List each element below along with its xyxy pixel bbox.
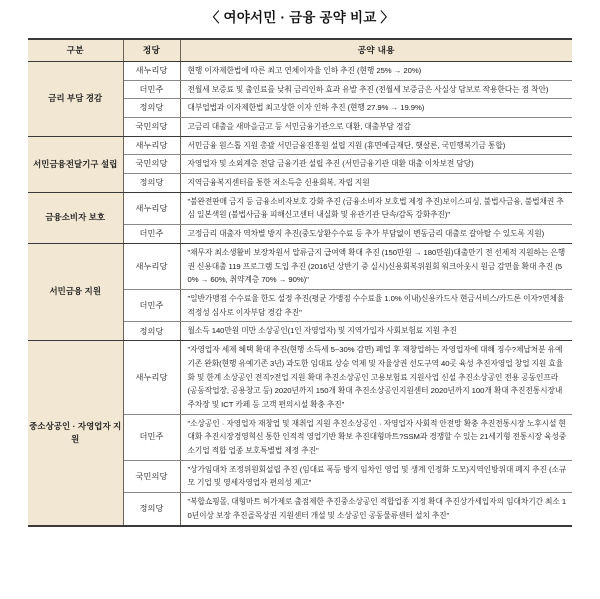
pledge-content-cell: "상가임대차 조정위원회설립 추진 (임대료 폭등 방지 임차인 영업 및 생계 인정화 도모)지역인방위대 폐지 추진 (소규모 기업 및 영세자영업자 편의성 제고" (180, 460, 572, 492)
party-cell: 더민주 (123, 225, 180, 244)
party-cell: 새누리당 (123, 243, 180, 289)
pledge-content-cell: 자영업자 및 소외계층 전담 금융기관 설립 추진 (서민금융기관 대환 대출 이차보전 담당) (180, 155, 572, 174)
table-row (28, 192, 572, 224)
comparison-table-container (28, 38, 572, 527)
party-cell: 국민의당 (123, 460, 180, 492)
party-cell: 더민주 (123, 289, 180, 321)
table-row (28, 341, 572, 415)
party-cell: 새누리당 (123, 192, 180, 224)
party-cell: 새누리당 (123, 341, 180, 415)
table-header-row (28, 39, 572, 62)
table-row (28, 136, 572, 155)
party-cell: 새누리당 (123, 136, 180, 155)
party-cell: 정의당 (123, 99, 180, 118)
pledge-content-cell: 대부업법과 이자제한법 최고상한 이자 인하 추진 (현행 27.9% → 19.9%) (180, 99, 572, 118)
page-title: 〈 여야서민 · 금융 공약 비교 〉 (205, 10, 395, 25)
table-body (28, 61, 572, 525)
column-header-category: 구분 (28, 39, 123, 62)
pledge-content-cell: 현행 이자제한법에 따른 최고 연체이자율 인하 추진 (현행 25% → 20%) (180, 61, 572, 80)
party-cell: 국민의당 (123, 155, 180, 174)
party-cell: 정의당 (123, 322, 180, 341)
pledge-content-cell: 지역금융복지센터를 통한 저소득층 신용회복, 자립 지원 (180, 174, 572, 193)
category-cell: 서민금융 지원 (28, 243, 123, 340)
policy-comparison-table (28, 38, 572, 527)
pledge-content-cell: 고금리 대출을 새마을금고 등 서민금융기관으로 대환, 대출부담 경감 (180, 117, 572, 136)
category-cell: 중소상공인 · 자영업자 지원 (28, 341, 123, 526)
pledge-content-cell: 고정금리 대출자 역차별 방지 추진(중도상환수수료 등 추가 부담없이 변동금리 대출로 갈아탈 수 있도록 지원) (180, 225, 572, 244)
party-cell: 더민주 (123, 80, 180, 99)
party-cell: 새누리당 (123, 61, 180, 80)
party-cell: 더민주 (123, 414, 180, 460)
party-cell: 정의당 (123, 493, 180, 526)
column-header-content: 공약 내용 (180, 39, 572, 62)
pledge-content-cell: "소상공인 · 자영업자 재창업 및 재취업 지원 추진소상공인 · 자영업자 사회적 안전망 확충 추진전통시장 노후시설 현대화 추진시장경영혁신 통한 인적적 영업기반 확보 추진대형마트?SSM과 경쟁할 수 있는 21세기형 전통시장 육성중소기업 적합 업종 보호특별법 제정 추진" (180, 414, 572, 460)
table-row (28, 243, 572, 289)
table-row (28, 61, 572, 80)
pledge-content-cell: 서민금융 원스톱 지원 총괄 서민금융진흥원 설립 지원 (휴면예금재단, 햇살론, 국민행복기금 통합) (180, 136, 572, 155)
pledge-content-cell: 월소득 140만원 미만 소상공인(1인 자영업자) 및 지역가입자 사회보험료 지원 추진 (180, 322, 572, 341)
category-cell: 서민금융전달기구 설립 (28, 136, 123, 192)
pledge-content-cell: "불완전판매 금지 등 금융소비자보호 강화 추진 (금융소비자 보호법 제정 추진)보이스피싱, 불법사금융, 불법채권 추심 일본색원 (불법사금융 피해신고센터 내실화 및 유관기관 단속/감독 강화추진)" (180, 192, 572, 224)
pledge-content-cell: "채무자 최소생활비 보장차원서 압류금지 급여액 확대 추진 (150만원 → 180만원)대출만기 전 선제적 지원하는 은행권 신용대출 119 프로그램 도입 추진 (2016년 상반기 중 실시)신용회복위원회 워크아웃시 원금 감면율 확대 추진 (50% → 60%, 취약계층 70% → 90%)" (180, 243, 572, 289)
category-cell: 금융소비자 보호 (28, 192, 123, 243)
party-cell: 국민의당 (123, 117, 180, 136)
column-header-party: 정당 (123, 39, 180, 62)
table-header (28, 39, 572, 62)
pledge-content-cell: "일반가맹점 수수료율 한도 설정 추진(평균 가맹점 수수료율 1.0% 이내)신용카드사 현금서비스/카드론 이자?연체율 적정성 심사로 이자부담 경감 추진" (180, 289, 572, 321)
category-cell: 금리 부담 경감 (28, 61, 123, 136)
pledge-content-cell: "복합쇼핑몰, 대형마트 허가제로 출점제한 추진중소상공인 적합업종 지정 확대 추진상가세입자의 임대차기간 최소 10년이상 보장 추진골목상권 지원센터 개설 및 소상공인 공동물류센터 설치 추진" (180, 493, 572, 526)
pledge-content-cell: "자영업자 세제 혜택 확대 추진(현행 소득세 5~30% 감면) 폐업 후 재창업하는 자영업자에 대해 징수?체납처분 유예 기존 완화(현행 유예기존 3년) 과도한 임대료 상승 억제 및 자율상권 선도구역 40곳 육성 추진자영업 창업 지원 효율화 및 한계 소상공인 전직?전업 지원 확대 추진소상공인 고용보험료 지원사업 신설 추진소상공인 전용 공동인프라 (공동작업장, 공용창고 등) 2020년까지 150개 확대 추진소상공인지원센터 2020년까지 100개 확대 추진전통시장내 주차장 및 ICT 카페 등 고객 편의시설 확충 추진" (180, 341, 572, 415)
party-cell: 정의당 (123, 174, 180, 193)
pledge-content-cell: 전월세 보증료 및 출인료를 낮춰 금리인하 효과 유발 추진 (전월세 보증금은 사실상 담보로 작용한다는 점 착안) (180, 80, 572, 99)
